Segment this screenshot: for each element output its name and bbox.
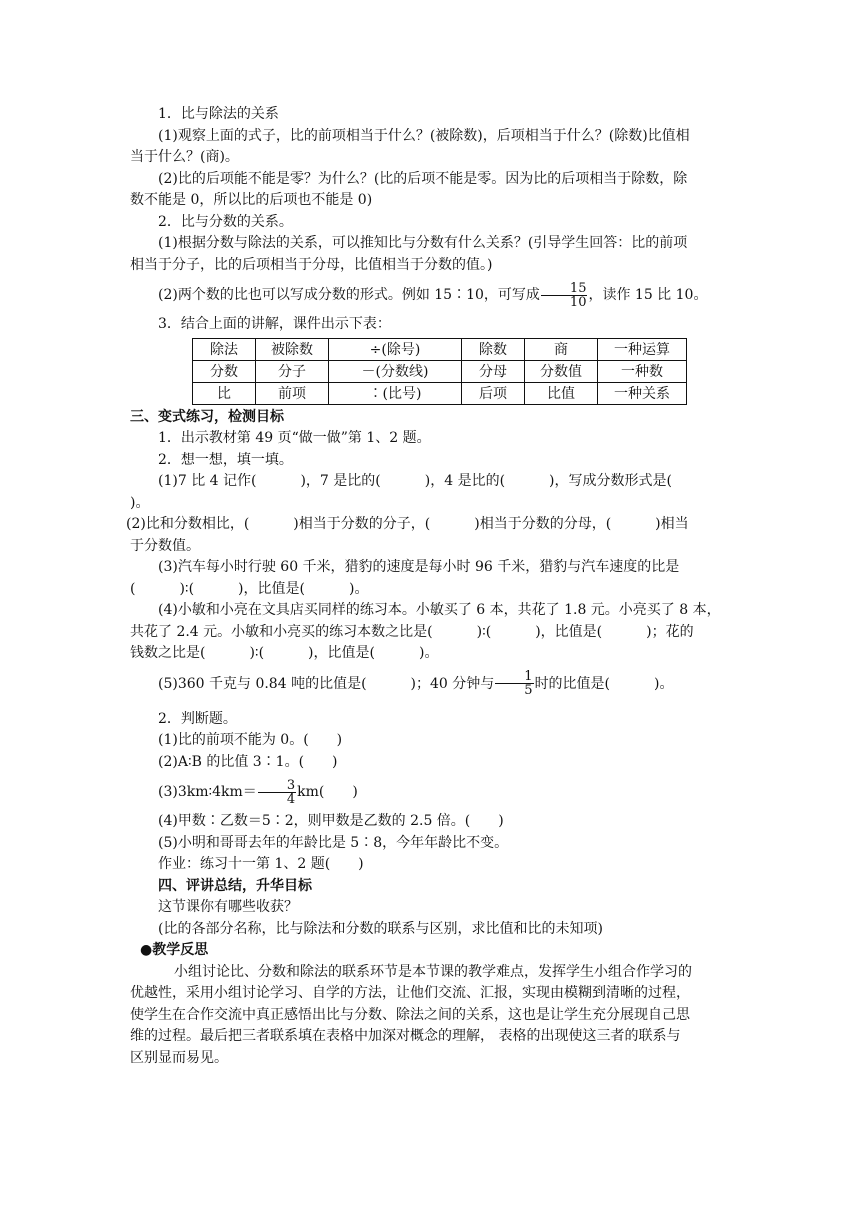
table-cell: 分数 [193, 360, 256, 382]
judge-5: (5)小明和哥哥去年的年龄比是 5∶8，今年年龄比不变。 [158, 834, 509, 851]
part4-heading: 四、评讲总结，升华目标 [158, 877, 312, 894]
judge-2: (2)A∶B 的比值 3∶1。( ) [158, 753, 338, 770]
table-cell: 除数 [462, 338, 525, 360]
table-cell: 比值 [525, 382, 598, 404]
fill-q4b: 共花了 2.4 元。小敏和小亮买的练习本数之比是( )∶( )，比值是( )；花的 [130, 623, 694, 640]
part3-l1: 1．出示教材第 49 页“做一做”第 1、2 题。 [158, 430, 431, 446]
fill-q5: (5)360 千克与 0.84 吨的比值是( )；40 分钟与 $\frac{1}{5}$ 时的比值是( )。 [158, 669, 674, 698]
fill-q2b: 于分数值。 [130, 537, 200, 554]
reflection-l3: 使学生在合作交流中真正感悟出比与分数、除法之间的关系，这也是让学生充分展现自己思 [130, 1006, 690, 1023]
judge-4: (4)甲数∶乙数＝5∶2，则甲数是乙数的 2.5 倍。( ) [158, 813, 504, 829]
table-row [193, 382, 687, 404]
sec2-p2: (2)两个数的比也可以写成分数的形式。例如 15∶10，可写成 $\frac{15}{10}$ ，读作 15 比 10。 [158, 280, 708, 310]
table-cell: 比 [193, 382, 256, 404]
table-cell: 被除数 [256, 338, 329, 360]
table-row [193, 360, 687, 382]
table-row [193, 338, 687, 360]
sec1-p1b: 当于什么？(商)。 [130, 149, 239, 165]
reflection-l5: 区别显而易见。 [130, 1049, 228, 1066]
fraction-1-5: $\frac{1}{5}$ [495, 670, 533, 697]
part4-a: (比的各部分名称，比与除法和分数的联系与区别，求比值和比的未知项) [158, 920, 603, 937]
reflection-l2: 优越性，采用小组讨论学习、自学的方法，让他们交流、汇报，实现由模糊到清晰的过程， [130, 985, 690, 1001]
fraction-3-4: $\frac{3}{4}$ [258, 779, 296, 806]
reflection-l1: 小组讨论比、分数和除法的联系环节是本节课的教学难点，发挥学生小组合作学习的 [174, 963, 692, 980]
fill-q4: (4)小敏和小亮在文具店买同样的练习本。小敏买了 6 本，共花了 1.8 元。小亮买了 8 本， [158, 602, 721, 618]
fill-q2: (2)比和分数相比，( )相当于分数的分子，( )相当于分数的分母，( )相当 [126, 516, 689, 532]
judge-1: (1)比的前项不能为 0。( ) [158, 732, 343, 748]
table-cell: －(分数线) [329, 360, 462, 382]
reflection-heading: ●教学反思 [140, 942, 209, 958]
sec3-title: 3．结合上面的讲解，课件出示下表： [158, 316, 391, 332]
table-cell: 分数值 [525, 360, 598, 382]
sec2-title: 2．比与分数的关系。 [158, 213, 293, 230]
table-cell: 分母 [462, 360, 525, 382]
reflection-l4: 维的过程。最后把三者联系填在表格中加深对概念的理解， 表格的出现使这三者的联系与 [130, 1028, 681, 1044]
part3-heading: 三、变式练习，检测目标 [130, 408, 284, 425]
fill-q3: (3)汽车每小时行驶 60 千米，猎豹的速度是每小时 96 千米，猎豹与汽车速度的比是 [158, 559, 680, 575]
sec1-p2b: 数不能是 0，所以比的后项也不能是 0) [130, 192, 373, 208]
table-cell: 分子 [256, 360, 329, 382]
table-cell: 一种关系 [598, 382, 687, 404]
table-cell: ÷(除号) [329, 338, 462, 360]
comparison-table [192, 338, 687, 405]
sec1-p1: (1)观察上面的式子，比的前项相当于什么？(被除数)，后项相当于什么？(除数)比值相 [158, 127, 690, 144]
fill-q3b: ( )∶( )，比值是( )。 [130, 580, 369, 597]
table-cell: 后项 [462, 382, 525, 404]
judge-title: 2．判断题。 [158, 710, 237, 727]
fraction-15-10: $\frac{15}{10}$ [541, 282, 588, 309]
sec1-title: 1．比与除法的关系 [158, 106, 279, 122]
part4-q: 这节课你有哪些收获？ [158, 899, 298, 915]
homework: 作业：练习十一第 1、2 题( ) [158, 856, 364, 872]
table-cell: 除法 [193, 338, 256, 360]
fill-q1: (1)7 比 4 记作( )，7 是比的( )，4 是比的( )，写成分数形式是()。 [130, 473, 672, 511]
sec2-p1b: 相当于分子，比的后项相当于分母，比值相当于分数的值。) [130, 256, 493, 273]
table-cell: 前项 [256, 382, 329, 404]
table-cell: 商 [525, 338, 598, 360]
judge-3: (3)3km∶4km＝ $\frac{3}{4}$ km( ) [158, 777, 358, 807]
document-page [126, 104, 730, 1069]
fill-q4c: 钱数之比是( )∶( )，比值是( )。 [130, 645, 439, 661]
part3-l2: 2．想一想，填一填。 [158, 451, 293, 468]
table-cell: 一种运算 [598, 338, 687, 360]
sec1-p2: (2)比的后项能不能是零？为什么？(比的后项不能是零。因为比的后项相当于除数，除 [158, 170, 688, 187]
sec2-p1: (1)根据分数与除法的关系，可以推知比与分数有什么关系？(引导学生回答：比的前项 [158, 235, 688, 251]
table-cell: 一种数 [598, 360, 687, 382]
table-cell: ∶(比号) [329, 382, 462, 404]
